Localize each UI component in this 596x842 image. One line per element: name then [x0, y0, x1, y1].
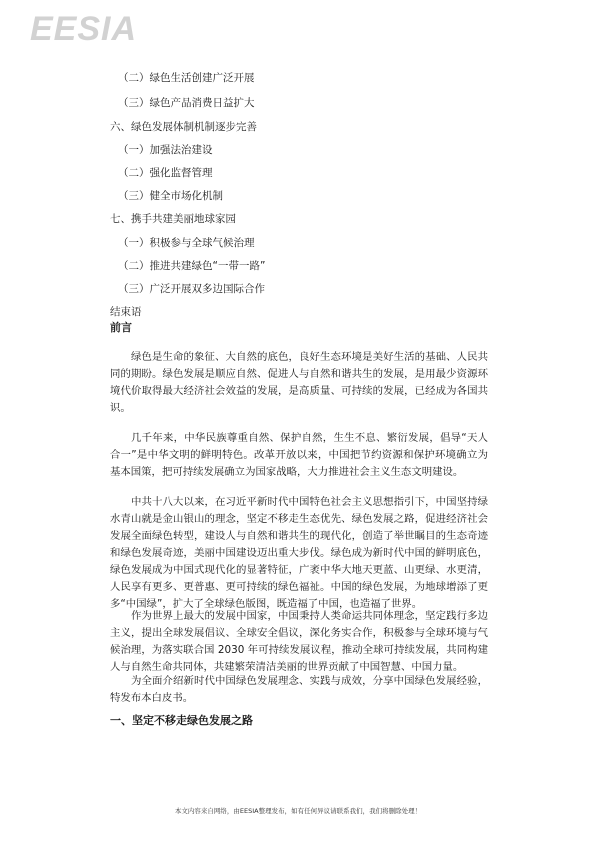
toc-item[interactable]: （三）绿色产品消费日益扩大	[118, 97, 255, 109]
toc-item[interactable]: （二）推进共建绿色“一带一路”	[118, 260, 266, 272]
toc-item[interactable]: （三）广泛开展双多边国际合作	[118, 283, 265, 295]
eesia-logo: EESIA	[30, 10, 138, 48]
preface-title: 前言	[110, 321, 132, 334]
toc-item[interactable]: （一）积极参与全球气候治理	[118, 237, 255, 249]
preface-paragraph: 绿色是生命的象征、大自然的底色，良好生态环境是美好生活的基础、人民共同的期盼。绿色发展是顺应自然、促进人与自然和谐共生的发展，是用最少资源环境代价取得最大经济社会效益的发展，是高质量、可持续的发展，已经成为各国共识。	[110, 351, 488, 414]
toc-item[interactable]: （二）绿色生活创建广泛开展	[118, 72, 255, 84]
toc-item[interactable]: （一）加强法治建设	[118, 144, 213, 156]
toc-item[interactable]: 七、携手共建美丽地球家园	[110, 213, 236, 225]
toc-item[interactable]: 六、绿色发展体制机制逐步完善	[110, 121, 257, 133]
toc-item[interactable]: 结束语	[110, 306, 142, 318]
toc-item[interactable]: （三）健全市场化机制	[118, 190, 223, 202]
preface-paragraph: 为全面介绍新时代中国绿色发展理念、实践与成效，分享中国绿色发展经验，特发布本白皮书。	[110, 675, 488, 704]
toc-item[interactable]: （二）强化监督管理	[118, 167, 213, 179]
preface-paragraph: 几千年来，中华民族尊重自然、保护自然，生生不息、繁衍发展，倡导“天人合一”是中华文明的鲜明特色。改革开放以来，中国把节约资源和保护环境确立为基本国策，把可持续发展确立为国家战略，大力推进社会主义生态文明建设。	[110, 432, 488, 478]
preface-paragraph: 作为世界上最大的发展中国家，中国秉持人类命运共同体理念，坚定践行多边主义，提出全球发展倡议、全球安全倡议，深化务实合作，积极参与全球环境与气候治理，为落实联合国 2030 年可持续发展议程，推动全球可持续发展，共同构建人与自然生命共同体，共建繁荣清洁美丽的世界贡献了中国智慧、中国力量。	[110, 610, 488, 673]
footer-notice: 本文内容来自网络，由EESIA整理发布，如有任何异议请联系我们，我们将删除处理！	[174, 807, 422, 815]
preface-paragraph: 中共十八大以来，在习近平新时代中国特色社会主义思想指引下，中国坚持绿水青山就是金山银山的理念，坚定不移走生态优先、绿色发展之路，促进经济社会发展全面绿色转型，建设人与自然和谐共生的现代化，创造了举世瞩目的生态奇迹和绿色发展奇迹，美丽中国建设迈出重大步伐。绿色成为新时代中国的鲜明底色，绿色发展成为中国式现代化的显著特征，广袤中华大地天更蓝、山更绿、水更清，人民享有更多、更普惠、更可持续的绿色福祉。中国的绿色发展，为地球增添了更多“中国绿”，扩大了全球绿色版图，既造福了中国，也造福了世界。	[110, 496, 488, 610]
chapter-title: 一、坚定不移走绿色发展之路	[110, 714, 253, 727]
